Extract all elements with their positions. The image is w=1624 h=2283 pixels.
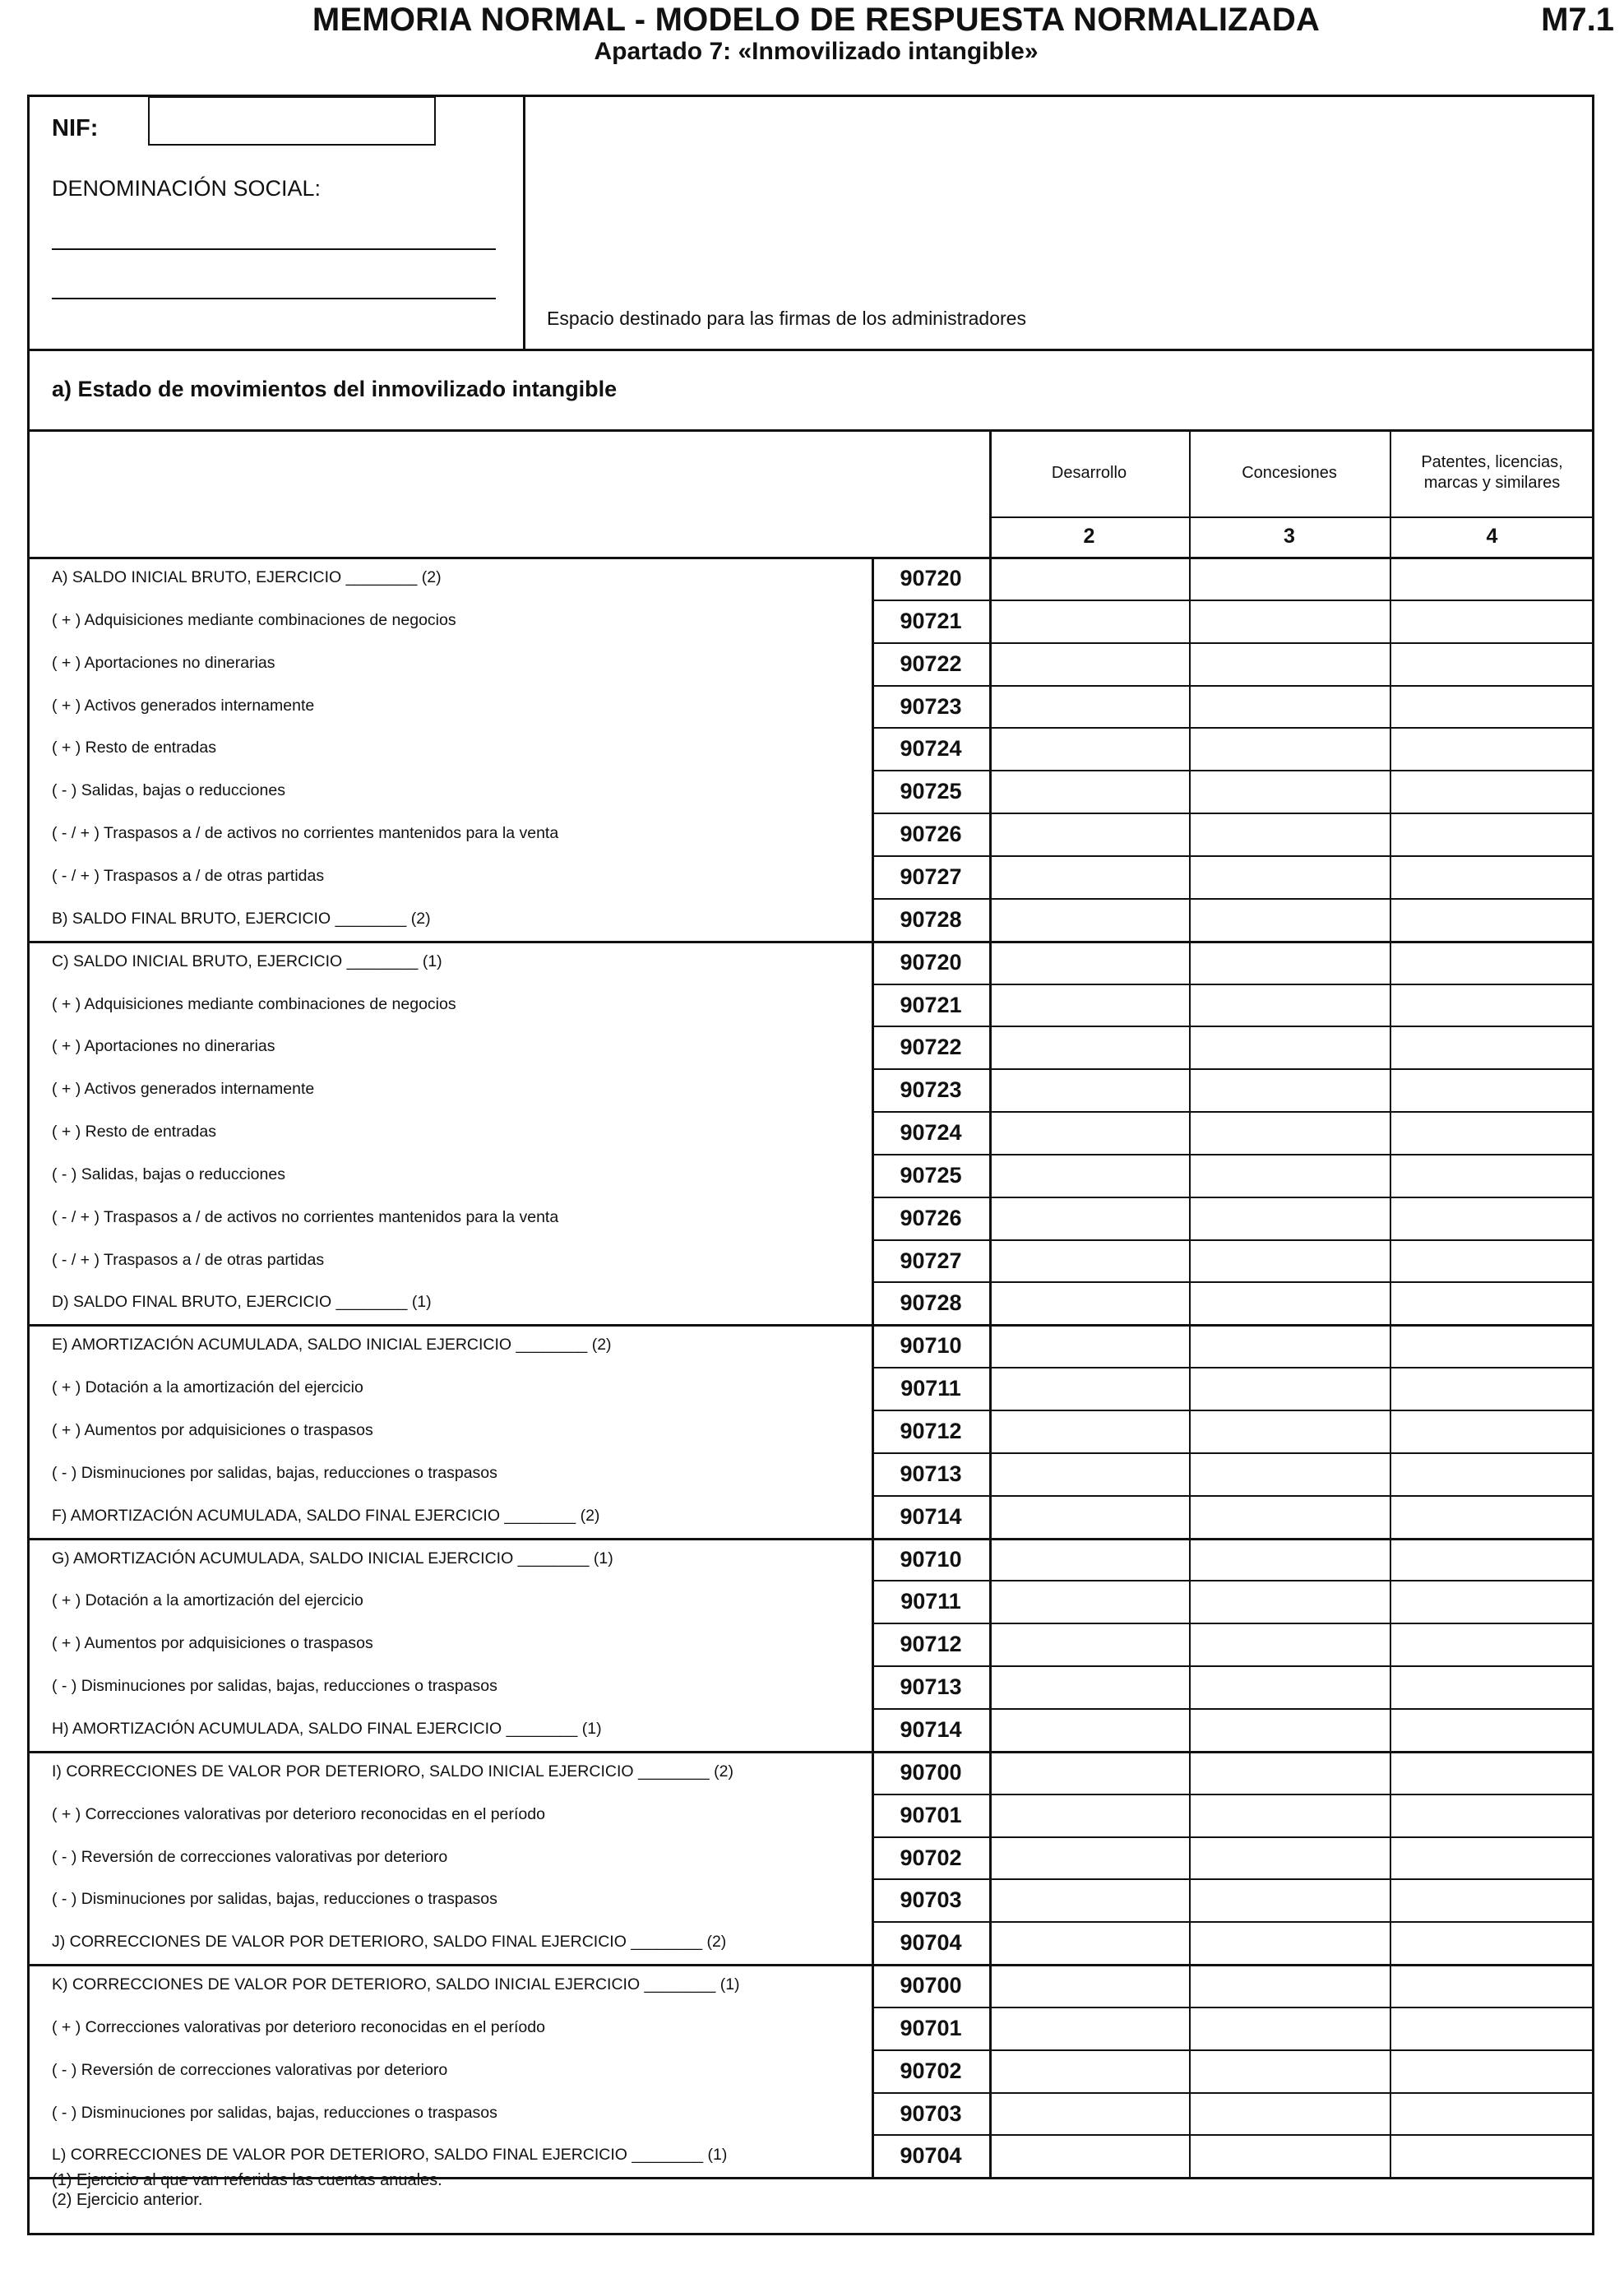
row-separator: [872, 898, 1594, 900]
row-separator: [872, 1580, 1594, 1581]
row-label: ( + ) Dotación a la amortización del ejercicio: [52, 1591, 363, 1610]
identification-bottom-rule: [27, 349, 1594, 351]
value-cell-col-2[interactable]: [989, 1452, 1189, 1495]
row-separator: [872, 1452, 1594, 1454]
value-cell-col-4[interactable]: [1390, 1708, 1594, 1751]
row-code: 90704: [900, 1930, 962, 1956]
value-cell-col-2[interactable]: [989, 1836, 1189, 1879]
row-separator: [872, 770, 1594, 771]
row-label: J) CORRECCIONES DE VALOR POR DETERIORO, SALDO FINAL EJERCICIO ________ (2): [52, 1933, 727, 1952]
value-cell-col-4[interactable]: [1390, 1751, 1594, 1794]
row-label: C) SALDO INICIAL BRUTO, EJERCICIO ________ (1): [52, 952, 442, 970]
row-separator: [872, 600, 1594, 601]
row-label: A) SALDO INICIAL BRUTO, EJERCICIO ________ (2): [52, 568, 442, 586]
value-cell-col-3[interactable]: [1189, 1665, 1390, 1708]
row-code: 90713: [900, 1461, 962, 1486]
value-cell-col-4[interactable]: [1390, 1538, 1594, 1581]
value-cell-col-4[interactable]: [1390, 1154, 1594, 1197]
value-cell-col-4[interactable]: [1390, 984, 1594, 1026]
value-cell-col-2[interactable]: [989, 2092, 1189, 2135]
value-cell-col-4[interactable]: [1390, 1410, 1594, 1452]
row-code: 90725: [900, 779, 962, 804]
denomination-label: DENOMINACIÓN SOCIAL:: [52, 176, 322, 201]
value-cell-col-2[interactable]: [989, 685, 1189, 728]
row-label: ( - ) Reversión de correcciones valorativas por deterioro: [52, 2060, 448, 2079]
value-cell-col-3[interactable]: [1189, 600, 1390, 642]
row-separator: [872, 1281, 1594, 1283]
row-code: 90712: [900, 1632, 962, 1657]
value-cell-col-3[interactable]: [1189, 1154, 1390, 1197]
row-code: 90727: [900, 864, 962, 889]
group-separator: [27, 1324, 1594, 1327]
value-cell-col-3[interactable]: [1189, 1111, 1390, 1154]
row-code: 90725: [900, 1162, 962, 1188]
row-separator: [872, 1239, 1594, 1241]
row-code: 90720: [900, 949, 962, 975]
row-label: ( - ) Disminuciones por salidas, bajas, reducciones o traspasos: [52, 1677, 497, 1696]
value-cell-col-4[interactable]: [1390, 1665, 1594, 1708]
value-cell-col-4[interactable]: [1390, 1580, 1594, 1623]
row-separator: [872, 1111, 1594, 1113]
value-cell-col-3[interactable]: [1189, 984, 1390, 1026]
value-cell-col-2[interactable]: [989, 1410, 1189, 1452]
group-separator: [27, 941, 1594, 943]
row-separator: [872, 685, 1594, 687]
row-label: ( + ) Dotación a la amortización del ejercicio: [52, 1378, 363, 1397]
value-cell-col-4[interactable]: [1390, 642, 1594, 685]
value-cell-col-2[interactable]: [989, 1964, 1189, 2007]
row-label: ( + ) Resto de entradas: [52, 739, 216, 757]
form-subtitle: Apartado 7: «Inmovilizado intangible»: [594, 38, 1039, 65]
value-cell-col-2[interactable]: [989, 2007, 1189, 2049]
value-cell-col-2[interactable]: [989, 642, 1189, 685]
value-cell-col-4[interactable]: [1390, 685, 1594, 728]
row-label: H) AMORTIZACIÓN ACUMULADA, SALDO FINAL EJERCICIO ________ (1): [52, 1719, 602, 1738]
section-title: a) Estado de movimientos del inmovilizado intangible: [52, 377, 618, 401]
value-cell-col-2[interactable]: [989, 1921, 1189, 1964]
column-number-3: 3: [1284, 525, 1295, 548]
row-code: 90721: [900, 608, 962, 633]
row-label: K) CORRECCIONES DE VALOR POR DETERIORO, SALDO INICIAL EJERCICIO ________ (1): [52, 1975, 740, 1994]
value-cell-col-2[interactable]: [989, 727, 1189, 770]
row-separator: [872, 1878, 1594, 1880]
value-cell-col-2[interactable]: [989, 1708, 1189, 1751]
value-cell-col-3[interactable]: [1189, 2134, 1390, 2177]
identification-divider: [523, 95, 525, 350]
value-cell-col-4[interactable]: [1390, 1068, 1594, 1111]
value-cell-col-2[interactable]: [989, 1623, 1189, 1665]
value-cell-col-2[interactable]: [989, 1538, 1189, 1581]
value-cell-col-3[interactable]: [1189, 898, 1390, 941]
row-label: ( + ) Adquisiciones mediante combinaciones de negocios: [52, 994, 456, 1013]
row-separator: [872, 2049, 1594, 2051]
row-label: ( + ) Activos generados internamente: [52, 1080, 315, 1099]
value-cell-col-4[interactable]: [1390, 1921, 1594, 1964]
value-cell-col-4[interactable]: [1390, 1878, 1594, 1921]
header-col-divider: [1189, 429, 1191, 557]
value-cell-col-2[interactable]: [989, 1068, 1189, 1111]
value-cell-col-3[interactable]: [1189, 1367, 1390, 1410]
code-col-left-divider: [872, 557, 874, 2177]
row-separator: [872, 1836, 1594, 1838]
value-cell-col-3[interactable]: [1189, 1538, 1390, 1581]
value-cell-col-4[interactable]: [1390, 2092, 1594, 2135]
value-cell-col-2[interactable]: [989, 600, 1189, 642]
row-code: 90701: [900, 1802, 962, 1827]
value-col-divider: [989, 557, 992, 2177]
row-separator: [872, 1367, 1594, 1368]
value-cell-col-3[interactable]: [1189, 1964, 1390, 2007]
row-separator: [872, 2007, 1594, 2008]
row-code: 90723: [900, 1077, 962, 1103]
value-cell-col-2[interactable]: [989, 855, 1189, 898]
nif-field[interactable]: [148, 96, 436, 146]
value-cell-col-2[interactable]: [989, 813, 1189, 855]
group-separator: [27, 1538, 1594, 1540]
column-header-4: Patentes, licencias, marcas y similares: [1421, 453, 1563, 492]
row-code: 90702: [900, 2058, 962, 2083]
value-cell-col-3[interactable]: [1189, 1708, 1390, 1751]
value-cell-col-3[interactable]: [1189, 642, 1390, 685]
value-cell-col-4[interactable]: [1390, 1836, 1594, 1879]
row-code: 90722: [900, 651, 962, 676]
value-cell-col-3[interactable]: [1189, 1324, 1390, 1367]
value-cell-col-3[interactable]: [1189, 727, 1390, 770]
row-separator: [872, 1623, 1594, 1624]
row-code: 90721: [900, 992, 962, 1017]
value-cell-col-2[interactable]: [989, 770, 1189, 813]
row-code: 90713: [900, 1674, 962, 1700]
row-label: ( + ) Resto de entradas: [52, 1123, 216, 1142]
denomination-line-1[interactable]: [52, 248, 496, 250]
value-cell-col-3[interactable]: [1189, 1410, 1390, 1452]
row-code: 90710: [900, 1333, 962, 1359]
row-label: G) AMORTIZACIÓN ACUMULADA, SALDO INICIAL EJERCICIO ________ (1): [52, 1549, 613, 1568]
row-code: 90728: [900, 1290, 962, 1316]
value-cell-col-3[interactable]: [1189, 1836, 1390, 1879]
row-label: ( + ) Activos generados internamente: [52, 696, 315, 715]
value-col-divider: [1390, 557, 1391, 2177]
value-cell-col-2[interactable]: [989, 1665, 1189, 1708]
value-cell-col-4[interactable]: [1390, 1623, 1594, 1665]
row-separator: [872, 727, 1594, 729]
column-header-3: Concesiones: [1242, 463, 1337, 482]
row-label: ( + ) Aportaciones no dinerarias: [52, 653, 275, 672]
value-cell-col-2[interactable]: [989, 1281, 1189, 1324]
row-separator: [872, 813, 1594, 814]
value-cell-col-4[interactable]: [1390, 1452, 1594, 1495]
row-code: 90704: [900, 2143, 962, 2169]
value-cell-col-4[interactable]: [1390, 2134, 1594, 2177]
row-label: ( - / + ) Traspasos a / de otras partidas: [52, 1250, 325, 1269]
value-cell-col-3[interactable]: [1189, 1921, 1390, 1964]
row-separator: [872, 1068, 1594, 1070]
value-cell-col-4[interactable]: [1390, 1026, 1594, 1068]
value-cell-col-3[interactable]: [1189, 1495, 1390, 1538]
value-cell-col-3[interactable]: [1189, 1239, 1390, 1282]
denomination-line-2[interactable]: [52, 298, 496, 299]
row-separator: [872, 1495, 1594, 1497]
row-label: B) SALDO FINAL BRUTO, EJERCICIO ________ (2): [52, 909, 431, 928]
row-label: ( - ) Disminuciones por salidas, bajas, reducciones o traspasos: [52, 1463, 497, 1482]
row-code: 90714: [900, 1716, 962, 1742]
row-label: ( - ) Reversión de correcciones valorativas por deterioro: [52, 1847, 448, 1866]
row-code: 90722: [900, 1035, 962, 1060]
row-code: 90726: [900, 1205, 962, 1230]
value-cell-col-3[interactable]: [1189, 1878, 1390, 1921]
row-label: ( + ) Aumentos por adquisiciones o traspasos: [52, 1634, 373, 1653]
value-cell-col-4[interactable]: [1390, 727, 1594, 770]
value-cell-col-4[interactable]: [1390, 1367, 1594, 1410]
value-cell-col-2[interactable]: [989, 1239, 1189, 1282]
footnote-1: (1) Ejercicio al que van referidas las cuentas anuales.: [52, 2171, 442, 2189]
value-cell-col-2[interactable]: [989, 941, 1189, 984]
row-code: 90723: [900, 693, 962, 719]
row-separator: [872, 2092, 1594, 2094]
value-cell-col-4[interactable]: [1390, 1111, 1594, 1154]
value-cell-col-3[interactable]: [1189, 855, 1390, 898]
value-cell-col-2[interactable]: [989, 1026, 1189, 1068]
row-code: 90711: [900, 1376, 961, 1401]
row-code: 90700: [900, 1759, 962, 1785]
row-separator: [872, 984, 1594, 985]
row-code: 90726: [900, 822, 962, 847]
row-code: 90714: [900, 1503, 962, 1529]
column-header-2: Desarrollo: [1051, 463, 1127, 482]
value-cell-col-3[interactable]: [1189, 813, 1390, 855]
value-cell-col-2[interactable]: [989, 1324, 1189, 1367]
row-label: ( - / + ) Traspasos a / de otras partidas: [52, 866, 325, 885]
row-separator: [872, 855, 1594, 857]
row-label: ( - ) Disminuciones por salidas, bajas, reducciones o traspasos: [52, 1890, 497, 1909]
value-cell-col-4[interactable]: [1390, 941, 1594, 984]
value-cell-col-3[interactable]: [1189, 1281, 1390, 1324]
column-number-2: 2: [1083, 525, 1095, 548]
row-label: L) CORRECCIONES DE VALOR POR DETERIORO, SALDO FINAL EJERCICIO ________ (1): [52, 2146, 728, 2165]
row-separator: [872, 1665, 1594, 1667]
row-label: ( + ) Correcciones valorativas por deterioro reconocidas en el período: [52, 2017, 545, 2036]
value-cell-col-3[interactable]: [1189, 1197, 1390, 1239]
row-separator: [872, 1921, 1594, 1923]
value-cell-col-4[interactable]: [1390, 557, 1594, 600]
row-code: 90702: [900, 1845, 962, 1870]
value-cell-col-4[interactable]: [1390, 2049, 1594, 2092]
value-cell-col-3[interactable]: [1189, 557, 1390, 600]
value-cell-col-4[interactable]: [1390, 770, 1594, 813]
value-cell-col-2[interactable]: [989, 1495, 1189, 1538]
row-label: ( - / + ) Traspasos a / de activos no corrientes mantenidos para la venta: [52, 1207, 559, 1226]
form-code: M7.1: [1541, 2, 1614, 38]
value-cell-col-2[interactable]: [989, 2134, 1189, 2177]
value-cell-col-4[interactable]: [1390, 1324, 1594, 1367]
row-label: I) CORRECCIONES DE VALOR POR DETERIORO, SALDO INICIAL EJERCICIO ________ (2): [52, 1762, 733, 1781]
value-cell-col-3[interactable]: [1189, 1794, 1390, 1836]
value-col-divider: [1189, 557, 1191, 2177]
value-cell-col-4[interactable]: [1390, 1239, 1594, 1282]
row-label: ( - ) Salidas, bajas o reducciones: [52, 1165, 285, 1183]
value-cell-col-3[interactable]: [1189, 1623, 1390, 1665]
row-label: D) SALDO FINAL BRUTO, EJERCICIO ________ (1): [52, 1293, 432, 1312]
row-code: 90720: [900, 566, 962, 590]
row-label: ( + ) Aumentos por adquisiciones o traspasos: [52, 1421, 373, 1439]
value-cell-col-2[interactable]: [989, 984, 1189, 1026]
row-label: F) AMORTIZACIÓN ACUMULADA, SALDO FINAL EJERCICIO ________ (2): [52, 1506, 600, 1525]
value-cell-col-2[interactable]: [989, 1580, 1189, 1623]
row-separator: [872, 1410, 1594, 1411]
value-cell-col-4[interactable]: [1390, 898, 1594, 941]
value-cell-col-3[interactable]: [1189, 2049, 1390, 2092]
column-number-4: 4: [1486, 525, 1498, 548]
value-cell-col-3[interactable]: [1189, 2092, 1390, 2135]
value-cell-col-2[interactable]: [989, 1878, 1189, 1921]
row-separator: [872, 642, 1594, 644]
value-cell-col-2[interactable]: [989, 557, 1189, 600]
value-cell-col-4[interactable]: [1390, 1281, 1594, 1324]
row-code: 90703: [900, 1887, 962, 1913]
value-cell-col-2[interactable]: [989, 1154, 1189, 1197]
value-cell-col-2[interactable]: [989, 2049, 1189, 2092]
row-label: E) AMORTIZACIÓN ACUMULADA, SALDO INICIAL EJERCICIO ________ (2): [52, 1336, 612, 1355]
row-label: ( - / + ) Traspasos a / de activos no corrientes mantenidos para la venta: [52, 824, 559, 843]
nif-label: NIF:: [52, 115, 99, 141]
value-cell-col-4[interactable]: [1390, 1197, 1594, 1239]
row-label: ( + ) Correcciones valorativas por deterioro reconocidas en el período: [52, 1804, 545, 1823]
value-cell-col-4[interactable]: [1390, 855, 1594, 898]
value-cell-col-3[interactable]: [1189, 770, 1390, 813]
value-cell-col-4[interactable]: [1390, 1964, 1594, 2007]
row-code: 90701: [900, 2015, 962, 2040]
row-code: 90710: [900, 1546, 962, 1572]
header-col-divider: [989, 429, 992, 557]
footnote-2: (2) Ejercicio anterior.: [52, 2191, 203, 2209]
row-label: ( - ) Disminuciones por salidas, bajas, reducciones o traspasos: [52, 2103, 497, 2122]
value-cell-col-3[interactable]: [1189, 1751, 1390, 1794]
header-label-rule: [989, 516, 1594, 518]
row-code: 90727: [900, 1248, 962, 1273]
row-separator: [872, 1026, 1594, 1027]
value-cell-col-3[interactable]: [1189, 1026, 1390, 1068]
row-code: 90712: [900, 1419, 962, 1443]
value-cell-col-3[interactable]: [1189, 1452, 1390, 1495]
form-title: MEMORIA NORMAL - MODELO DE RESPUESTA NORMALIZADA: [312, 2, 1321, 38]
value-cell-col-2[interactable]: [989, 1751, 1189, 1794]
value-cell-col-3[interactable]: [1189, 1068, 1390, 1111]
row-code: 90700: [900, 1973, 962, 1998]
value-cell-col-4[interactable]: [1390, 813, 1594, 855]
value-cell-col-4[interactable]: [1390, 1794, 1594, 1836]
row-label: ( + ) Aportaciones no dinerarias: [52, 1037, 275, 1056]
header-col-divider: [1390, 429, 1391, 557]
row-separator: [872, 1708, 1594, 1710]
row-code: 90724: [900, 736, 962, 762]
value-cell-col-2[interactable]: [989, 898, 1189, 941]
row-label: ( + ) Adquisiciones mediante combinaciones de negocios: [52, 610, 456, 629]
row-separator: [872, 1154, 1594, 1155]
value-cell-col-3[interactable]: [1189, 2007, 1390, 2049]
value-cell-col-4[interactable]: [1390, 2007, 1594, 2049]
group-separator: [27, 1751, 1594, 1753]
value-cell-col-2[interactable]: [989, 1367, 1189, 1410]
value-cell-col-4[interactable]: [1390, 1495, 1594, 1538]
row-code: 90711: [900, 1589, 961, 1614]
value-cell-col-3[interactable]: [1189, 1580, 1390, 1623]
row-separator: [872, 2134, 1594, 2136]
value-cell-col-3[interactable]: [1189, 685, 1390, 728]
value-cell-col-2[interactable]: [989, 1794, 1189, 1836]
row-code: 90724: [900, 1120, 962, 1146]
row-code: 90703: [900, 2100, 962, 2126]
value-cell-col-2[interactable]: [989, 1197, 1189, 1239]
value-cell-col-3[interactable]: [1189, 941, 1390, 984]
row-label: ( - ) Salidas, bajas o reducciones: [52, 781, 285, 800]
row-separator: [872, 1794, 1594, 1795]
row-separator: [872, 1197, 1594, 1198]
row-code: 90728: [900, 906, 962, 932]
group-separator: [27, 1964, 1594, 1966]
signature-area-label: Espacio destinado para las firmas de los administradores: [547, 308, 1026, 329]
value-cell-col-4[interactable]: [1390, 600, 1594, 642]
value-cell-col-2[interactable]: [989, 1111, 1189, 1154]
